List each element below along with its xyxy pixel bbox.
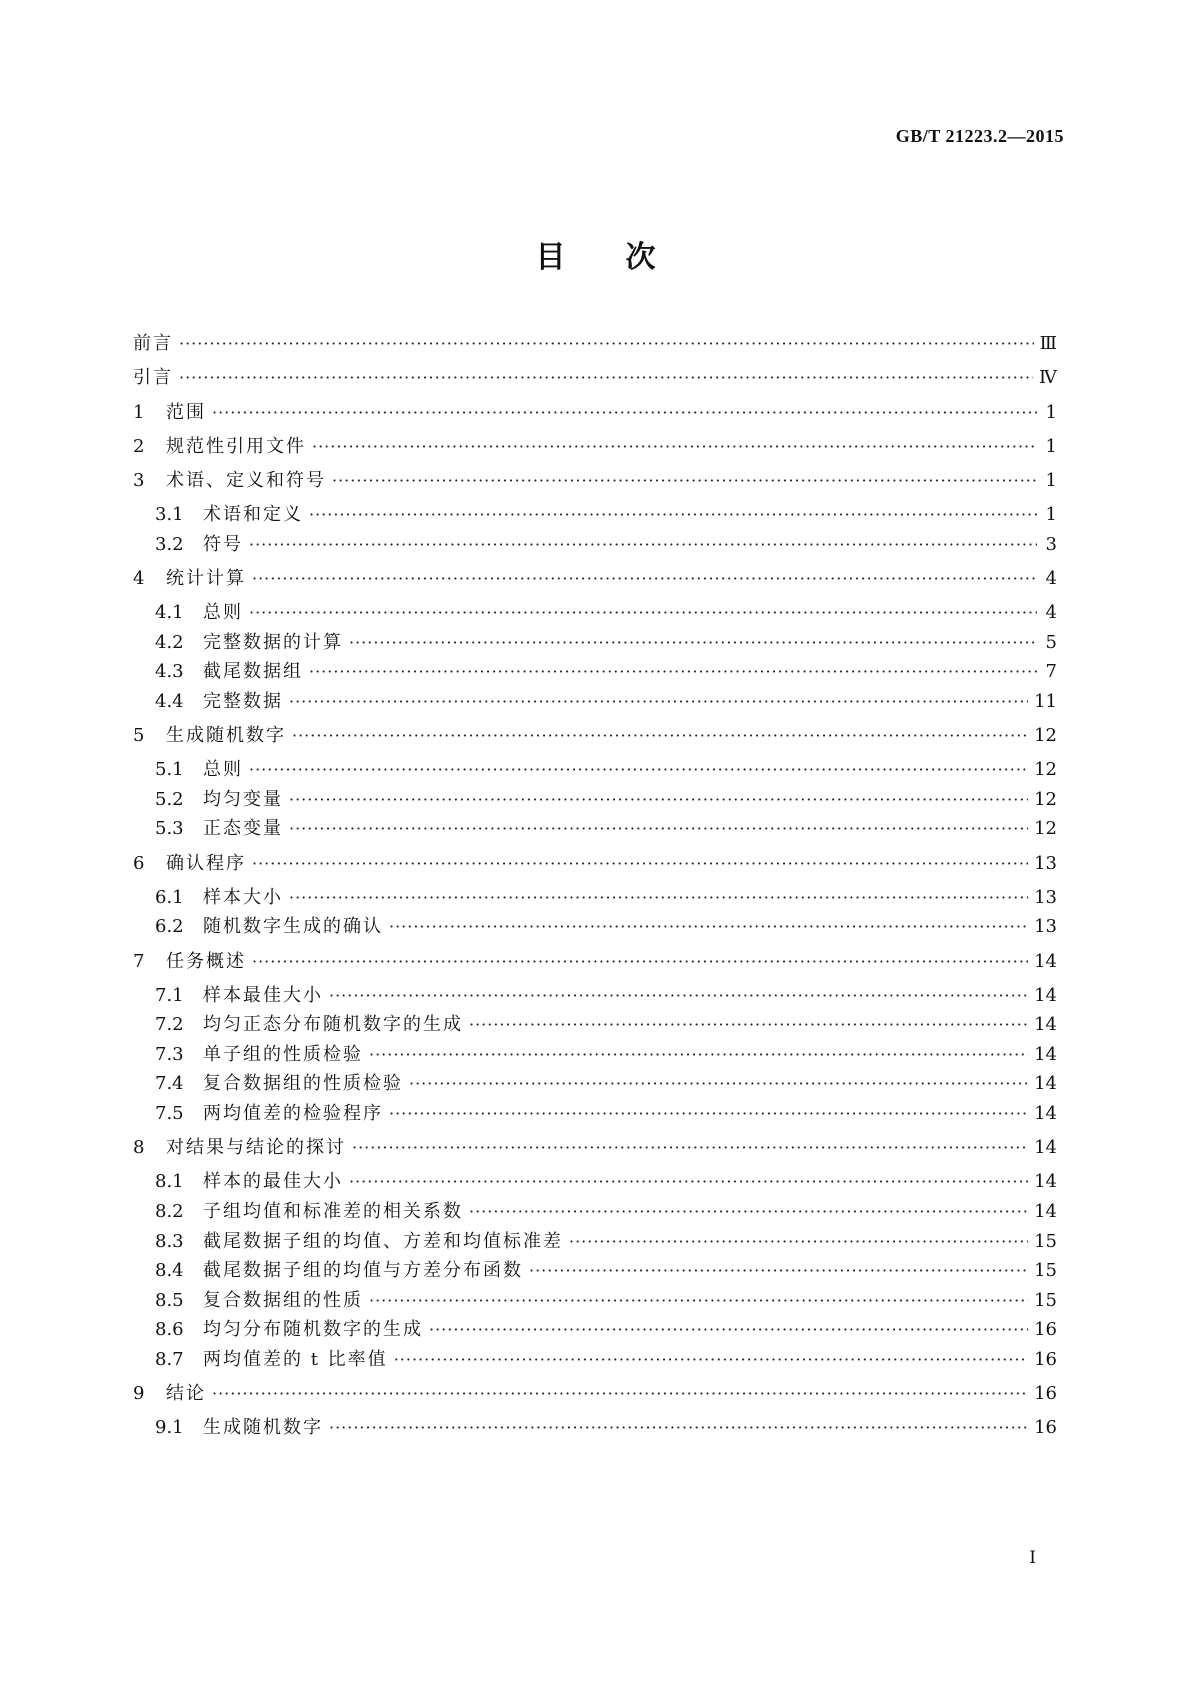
toc-entry-number: 3.2 [155, 533, 184, 555]
toc-entry-number: 3 [133, 470, 145, 492]
toc-leader-dots [429, 1316, 1028, 1344]
toc-entry-label: 生成随机数字 [166, 725, 286, 747]
toc-entry-number: 5 [133, 725, 145, 747]
toc-entry-page: 1 [1045, 504, 1057, 526]
toc-leader-dots [369, 1287, 1028, 1315]
toc-leader-dots [212, 399, 1037, 427]
toc-leader-dots [179, 330, 1034, 358]
toc-entry-label: 两均值差的 t 比率值 [203, 1348, 388, 1370]
toc-entry-page: 12 [1034, 759, 1057, 781]
toc-entry-number: 1 [133, 401, 145, 423]
toc-entry[interactable] [133, 565, 1057, 593]
toc-entry-number: 7.2 [155, 1014, 184, 1036]
toc-entry-page: 12 [1034, 725, 1057, 747]
toc-leader-dots [369, 1041, 1028, 1069]
toc-entry-label: 统计计算 [166, 568, 246, 590]
toc-entry-number: 4.2 [155, 631, 184, 653]
toc-entry-label: 样本的最佳大小 [203, 1171, 343, 1193]
toc-entry-page: 14 [1034, 1137, 1057, 1159]
toc-entry-label: 正态变量 [203, 818, 283, 840]
toc-entry[interactable] [155, 1228, 1057, 1256]
toc-entry-number: 4 [133, 568, 145, 590]
toc-entry[interactable] [155, 1346, 1057, 1374]
toc-entry-page: 1 [1045, 401, 1057, 423]
toc-leader-dots [529, 1257, 1028, 1285]
toc-entry-label: 随机数字生成的确认 [203, 916, 383, 938]
toc-entry-label: 截尾数据子组的均值、方差和均值标准差 [203, 1230, 563, 1252]
toc-entry-number: 7.1 [155, 984, 184, 1006]
toc-leader-dots [469, 1198, 1028, 1226]
toc-entry-page: Ⅲ [1039, 333, 1057, 354]
toc-leader-dots [212, 1380, 1028, 1408]
toc-entry-label: 均匀变量 [203, 788, 283, 810]
toc-entry-label: 符号 [203, 533, 243, 555]
toc-leader-dots [329, 982, 1028, 1010]
toc-entry-label: 总则 [203, 759, 243, 781]
toc-leader-dots [289, 884, 1028, 912]
toc-leader-dots [309, 501, 1037, 529]
toc-entry-page: Ⅳ [1039, 367, 1057, 389]
toc-entry-number: 5.3 [155, 818, 184, 840]
toc-entry-label: 术语、定义和符号 [166, 470, 326, 492]
toc-leader-dots [289, 786, 1028, 814]
toc-leader-dots [349, 1168, 1028, 1196]
toc-entry-number: 5.1 [155, 759, 184, 781]
toc-entry-page: 13 [1034, 916, 1057, 938]
toc-leader-dots [389, 913, 1028, 941]
toc-entry[interactable] [155, 982, 1057, 1010]
toc-entry-label: 结论 [166, 1383, 206, 1405]
toc-entry-page: 16 [1034, 1319, 1057, 1341]
toc-leader-dots [352, 1134, 1028, 1162]
toc-entry-label: 任务概述 [166, 950, 246, 972]
toc-entry-number: 4.1 [155, 602, 184, 624]
toc-entry-label: 完整数据的计算 [203, 631, 343, 653]
toc-entry-page: 16 [1034, 1417, 1057, 1439]
toc-entry-label: 完整数据 [203, 690, 283, 712]
toc-entry-page: 15 [1034, 1289, 1057, 1311]
toc-entry-number: 5.2 [155, 788, 184, 810]
toc-entry[interactable] [133, 1134, 1057, 1162]
toc-entry-number: 8.1 [155, 1171, 184, 1193]
toc-entry-number: 8.3 [155, 1230, 184, 1252]
toc-entry-page: 15 [1034, 1260, 1057, 1282]
standard-code: GB/T 21223.2—2015 [895, 126, 1064, 146]
toc-entry-number: 3.1 [155, 504, 184, 526]
toc-entry[interactable] [155, 1070, 1057, 1098]
toc-entry-number: 8.7 [155, 1348, 184, 1370]
toc-entry-page: 14 [1034, 984, 1057, 1006]
toc-entry-label: 引言 [133, 367, 173, 389]
toc-leader-dots [332, 467, 1037, 495]
toc-entry[interactable] [155, 1168, 1057, 1196]
toc-leader-dots [409, 1070, 1028, 1098]
toc-entry-number: 7 [133, 950, 145, 972]
toc-entry-number: 9.1 [155, 1417, 184, 1439]
toc-entry[interactable] [155, 1198, 1057, 1226]
toc-leader-dots [252, 850, 1028, 878]
toc-entry-page: 16 [1034, 1383, 1057, 1405]
toc-leader-dots [249, 756, 1028, 784]
toc-entry-page: 3 [1045, 533, 1057, 555]
toc-entry-page: 7 [1045, 661, 1057, 683]
toc-entry-number: 8 [133, 1137, 145, 1159]
title-part-1: 目 [535, 240, 566, 275]
toc-entry-label: 生成随机数字 [203, 1417, 323, 1439]
toc-entry-number: 4.4 [155, 690, 184, 712]
toc-entry[interactable] [133, 467, 1057, 495]
toc-entry[interactable] [155, 531, 1057, 559]
toc-entry-label: 两均值差的检验程序 [203, 1103, 383, 1124]
page-number: I [1029, 1548, 1036, 1568]
toc-entry[interactable] [155, 884, 1057, 912]
toc-entry-label: 均匀分布随机数字的生成 [203, 1319, 423, 1341]
toc-entry-page: 4 [1045, 568, 1057, 590]
toc-entry[interactable] [155, 658, 1057, 686]
toc-entry-page: 16 [1034, 1348, 1057, 1370]
toc-leader-dots [289, 815, 1028, 843]
toc-entry-label: 复合数据组的性质 [203, 1289, 363, 1311]
toc-entry[interactable] [133, 850, 1057, 878]
toc-entry[interactable] [155, 629, 1057, 657]
toc-leader-dots [349, 629, 1037, 657]
toc-leader-dots [312, 433, 1037, 461]
toc-leader-dots [469, 1011, 1028, 1039]
toc-entry-number: 8.5 [155, 1289, 184, 1311]
toc-entry-page: 1 [1045, 470, 1057, 492]
toc-entry-page: 14 [1034, 1014, 1057, 1036]
toc-entry[interactable] [155, 913, 1057, 941]
toc-entry-page: 12 [1034, 818, 1057, 840]
toc-leader-dots [394, 1346, 1028, 1374]
toc-entry-number: 6.1 [155, 886, 184, 908]
toc-entry-number: 7.4 [155, 1073, 184, 1095]
toc-entry[interactable] [155, 1257, 1057, 1285]
toc-entry-number: 7.5 [155, 1103, 184, 1124]
toc-entry-number: 8.6 [155, 1319, 184, 1341]
toc-leader-dots [569, 1228, 1028, 1256]
toc-entry[interactable] [133, 364, 1057, 392]
title-part-2: 次 [625, 240, 656, 275]
toc-entry[interactable] [155, 756, 1057, 784]
toc-entry[interactable] [133, 948, 1057, 976]
toc-entry-label: 样本最佳大小 [203, 984, 323, 1006]
toc-entry-page: 14 [1034, 1103, 1057, 1124]
toc-entry[interactable] [133, 399, 1057, 427]
toc-leader-dots [249, 531, 1037, 559]
toc-leader-dots [289, 688, 1028, 716]
toc-entry-label: 均匀正态分布随机数字的生成 [203, 1014, 463, 1036]
toc-entry[interactable] [133, 1380, 1057, 1408]
toc-entry[interactable] [155, 786, 1057, 814]
toc-entry-label: 确认程序 [166, 852, 246, 874]
toc-entry[interactable] [133, 330, 1057, 358]
toc-entry-page: 5 [1045, 631, 1057, 653]
toc-entry-label: 对结果与结论的探讨 [166, 1137, 346, 1159]
toc-entry-page: 12 [1034, 788, 1057, 810]
toc-entry-number: 8.4 [155, 1260, 184, 1282]
toc-leader-dots [252, 565, 1037, 593]
toc-entry-page: 11 [1034, 690, 1057, 712]
toc-leader-dots [249, 599, 1037, 627]
toc-entry-number: 8.2 [155, 1200, 184, 1222]
toc-entry-label: 样本大小 [203, 886, 283, 908]
toc-entry-number: 9 [133, 1383, 145, 1405]
toc-entry[interactable] [155, 501, 1057, 529]
toc-entry[interactable] [155, 1100, 1057, 1128]
toc-leader-dots [252, 948, 1028, 976]
toc-entry-number: 6 [133, 852, 145, 874]
toc-entry-page: 14 [1034, 950, 1057, 972]
toc-entry-number: 4.3 [155, 661, 184, 683]
toc-entry[interactable] [133, 433, 1057, 461]
toc-entry[interactable] [155, 688, 1057, 716]
toc-entry[interactable] [155, 599, 1057, 627]
toc-entry-page: 14 [1034, 1073, 1057, 1095]
toc-leader-dots [179, 364, 1033, 392]
toc-entry-label: 单子组的性质检验 [203, 1043, 363, 1065]
toc-entry[interactable] [155, 1316, 1057, 1344]
toc-leader-dots [329, 1414, 1028, 1442]
toc-entry-label: 术语和定义 [203, 504, 303, 526]
toc-entry-number: 2 [133, 435, 145, 457]
toc-leader-dots [389, 1100, 1028, 1128]
toc-entry-label: 范围 [166, 401, 206, 423]
page-title [0, 232, 1191, 276]
toc-entry-number: 7.3 [155, 1043, 184, 1065]
toc-entry-page: 1 [1045, 435, 1057, 457]
toc-entry[interactable] [155, 1414, 1057, 1442]
toc-leader-dots [292, 722, 1028, 750]
toc-entry-label: 复合数据组的性质检验 [203, 1073, 403, 1095]
toc-entry-page: 4 [1045, 602, 1057, 624]
toc-entry-label: 截尾数据子组的均值与方差分布函数 [203, 1260, 523, 1282]
toc-entry[interactable] [133, 722, 1057, 750]
toc-entry[interactable] [155, 815, 1057, 843]
toc-entry[interactable] [155, 1041, 1057, 1069]
toc-entry-number: 6.2 [155, 916, 184, 938]
toc-entry-page: 13 [1034, 886, 1057, 908]
toc-entry-page: 13 [1034, 852, 1057, 874]
toc-entry[interactable] [155, 1011, 1057, 1039]
toc-entry-page: 14 [1034, 1043, 1057, 1065]
toc-entry[interactable] [155, 1287, 1057, 1315]
toc-entry-label: 总则 [203, 602, 243, 624]
toc-entry-page: 14 [1034, 1171, 1057, 1193]
toc-entry-label: 子组均值和标准差的相关系数 [203, 1200, 463, 1222]
toc-entry-label: 截尾数据组 [203, 661, 303, 683]
toc-entry-page: 15 [1034, 1230, 1057, 1252]
toc-entry-label: 规范性引用文件 [166, 435, 306, 457]
toc-leader-dots [309, 658, 1037, 686]
toc-entry-label: 前言 [133, 333, 173, 354]
toc-entry-page: 14 [1034, 1200, 1057, 1222]
